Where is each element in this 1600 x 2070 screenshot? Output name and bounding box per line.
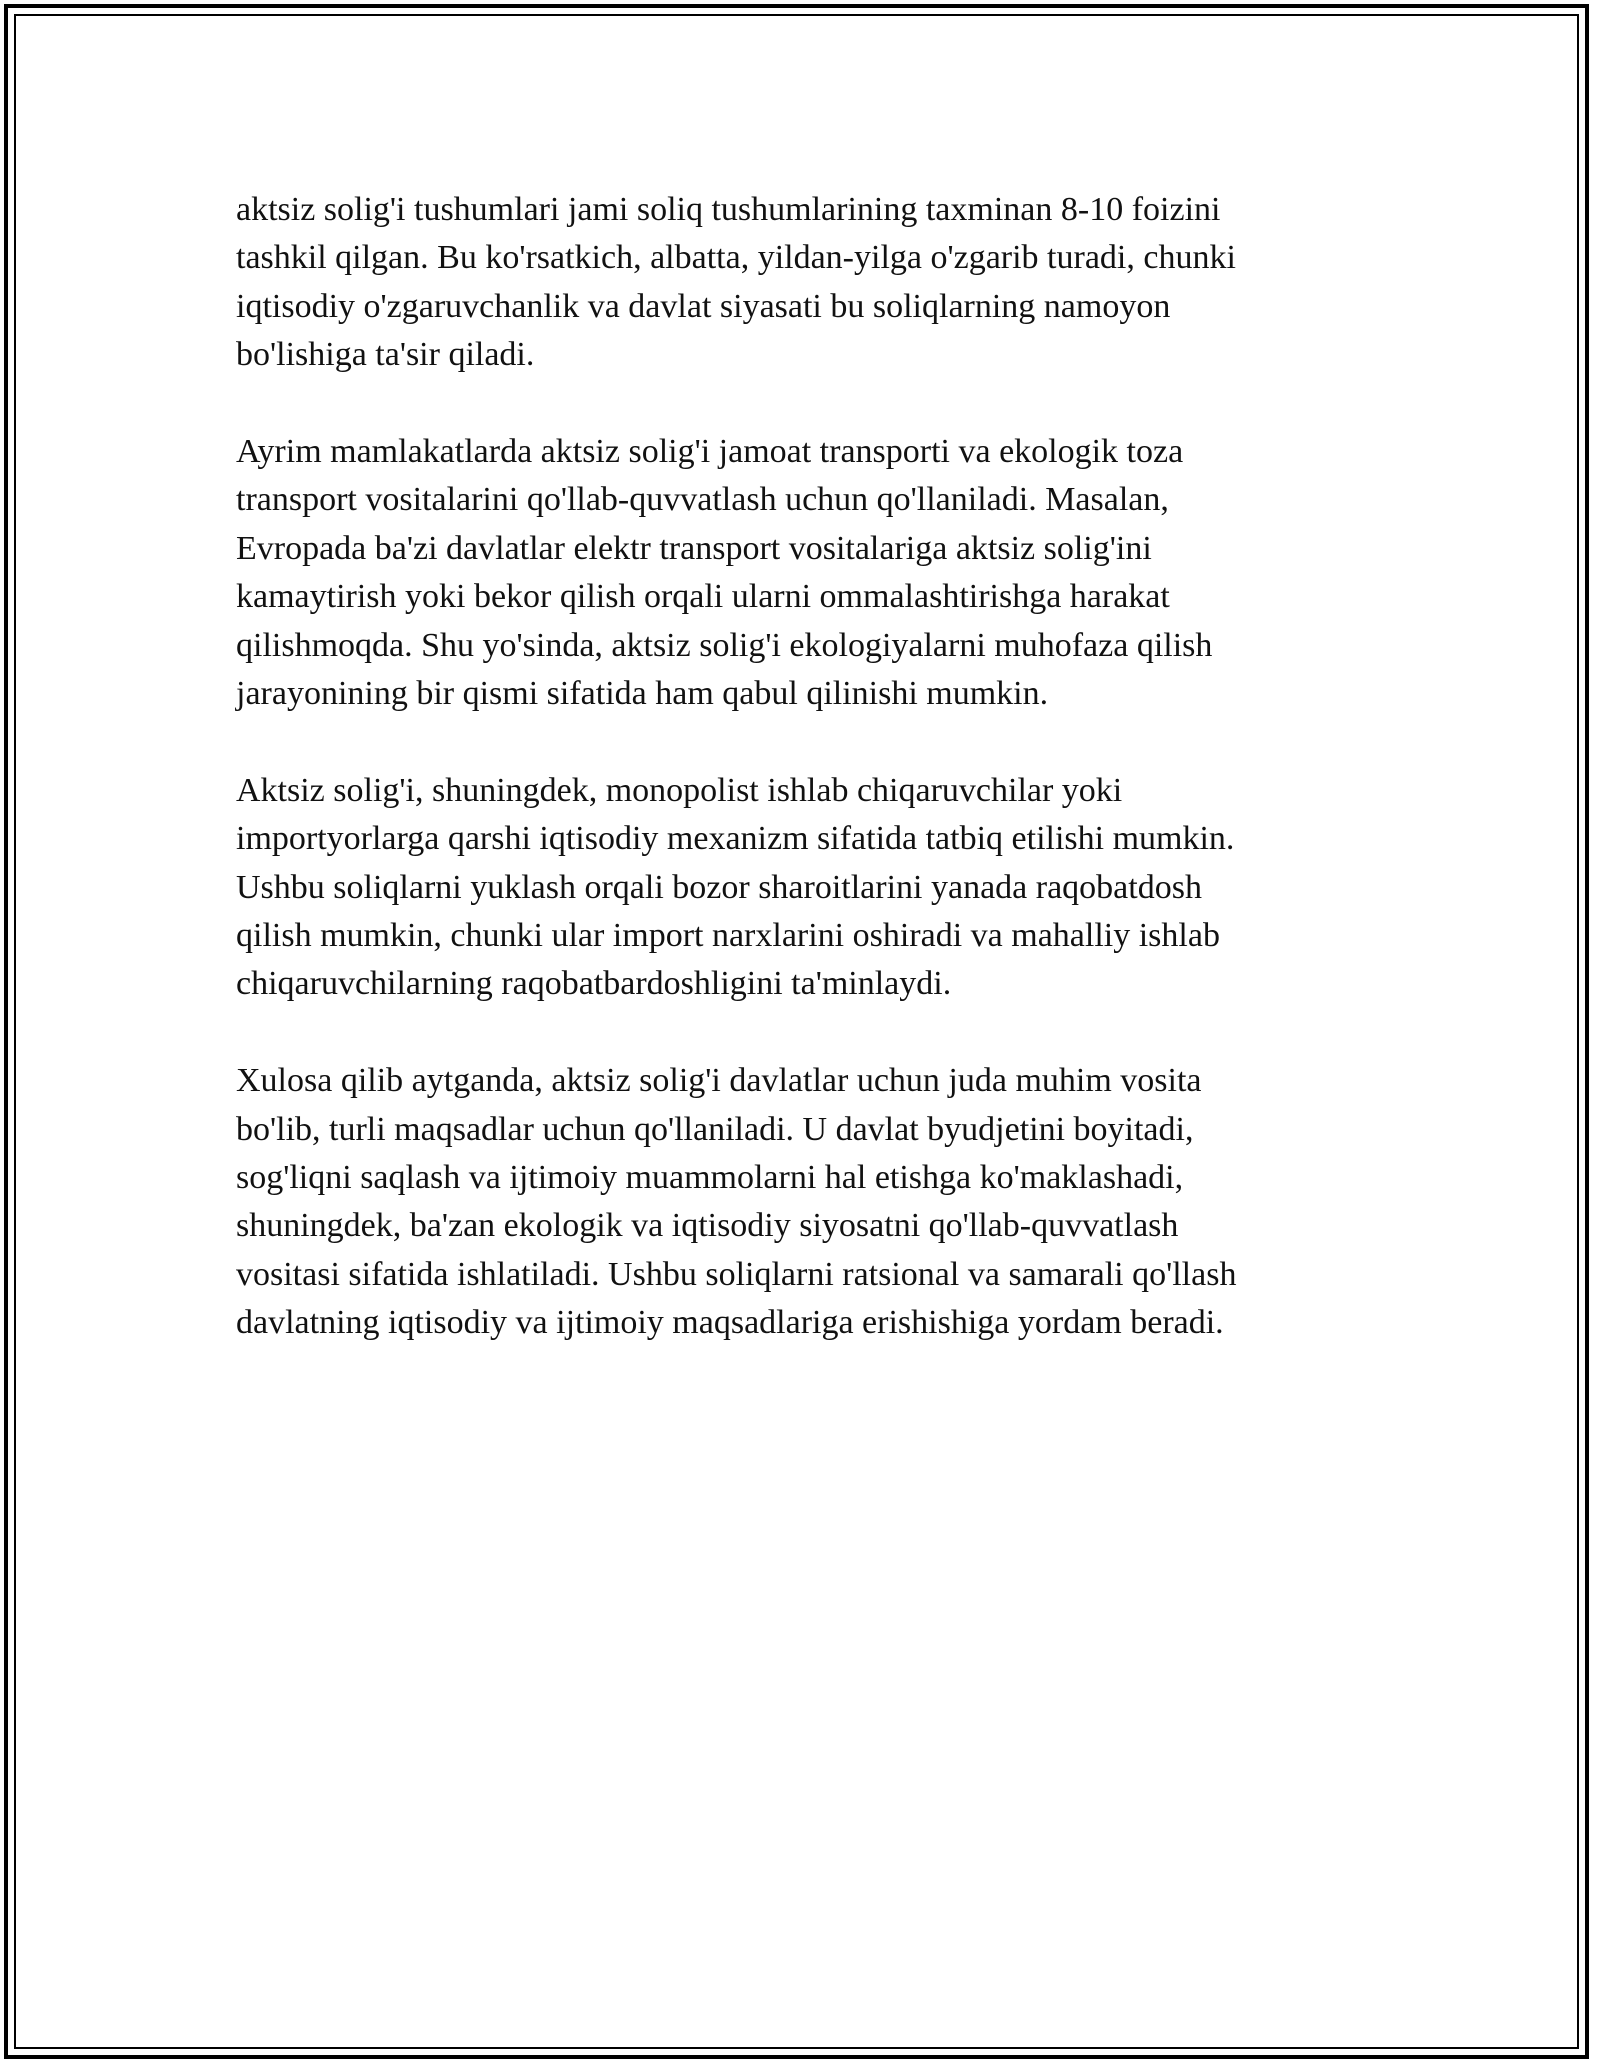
text-line: sog'liqni saqlash va ijtimoiy muammolarni hal etishga ko'maklashadi,	[236, 1159, 1184, 1197]
text-line: chiqaruvchilarning raqobatbardoshligini ta'minlaydi.	[236, 965, 952, 1003]
text-line: Ayrim mamlakatlarda aktsiz solig'i jamoat transporti va ekologik toza	[236, 433, 1184, 471]
paragraph-1	[236, 186, 1356, 380]
paragraph-3	[236, 767, 1356, 1009]
paragraph-4	[236, 1057, 1356, 1347]
text-line: qilishmoqda. Shu yo'sinda, aktsiz solig'i ekologiyalarni muhofaza qilish	[236, 626, 1213, 664]
text-line: jarayonining bir qismi sifatida ham qabul qilinishi mumkin.	[236, 675, 1049, 713]
text-line: Aktsiz solig'i, shuningdek, monopolist ishlab chiqaruvchilar yoki	[236, 771, 1123, 809]
text-line: vositasi sifatida ishlatiladi. Ushbu soliqlarni ratsional va samarali qo'llash	[236, 1255, 1237, 1293]
text-line: qilish mumkin, chunki ular import narxlarini oshiradi va mahalliy ishlab	[236, 917, 1220, 955]
text-line: bo'lib, turli maqsadlar uchun qo'llaniladi. U davlat byudjetini boyitadi,	[236, 1110, 1194, 1148]
text-line: Evropada ba'zi davlatlar elektr transport vositalariga aktsiz solig'ini	[236, 529, 1152, 567]
text-line: shuningdek, ba'zan ekologik va iqtisodiy siyosatni qo'llab-quvvatlash	[236, 1207, 1179, 1245]
paragraph-2	[236, 428, 1356, 718]
text-line: iqtisodiy o'zgaruvchanlik va davlat siyasati bu soliqlarning namoyon	[236, 287, 1171, 325]
text-line: importyorlarga qarshi iqtisodiy mexanizm sifatida tatbiq etilishi mumkin.	[236, 820, 1235, 858]
text-line: aktsiz solig'i tushumlari jami soliq tushumlarining taxminan 8-10 foizini	[236, 191, 1221, 228]
text-line: tashkil qilgan. Bu ko'rsatkich, albatta, yildan-yilga o'zgarib turadi, chunki	[236, 239, 1236, 277]
document-body	[236, 186, 1356, 1396]
text-line: bo'lishiga ta'sir qiladi.	[236, 336, 535, 374]
text-line: Ushbu soliqlarni yuklash orqali bozor sharoitlarini yanada raqobatdosh	[236, 868, 1202, 906]
text-line: kamaytirish yoki bekor qilish orqali ularni ommalashtirishga harakat	[236, 578, 1170, 616]
text-line: davlatning iqtisodiy va ijtimoiy maqsadlariga erishishiga yordam beradi.	[236, 1304, 1224, 1342]
text-line: transport vositalarini qo'llab-quvvatlash uchun qo'llaniladi. Masalan,	[236, 481, 1169, 519]
text-line: Xulosa qilib aytganda, aktsiz solig'i davlatlar uchun juda muhim vosita	[236, 1062, 1202, 1100]
